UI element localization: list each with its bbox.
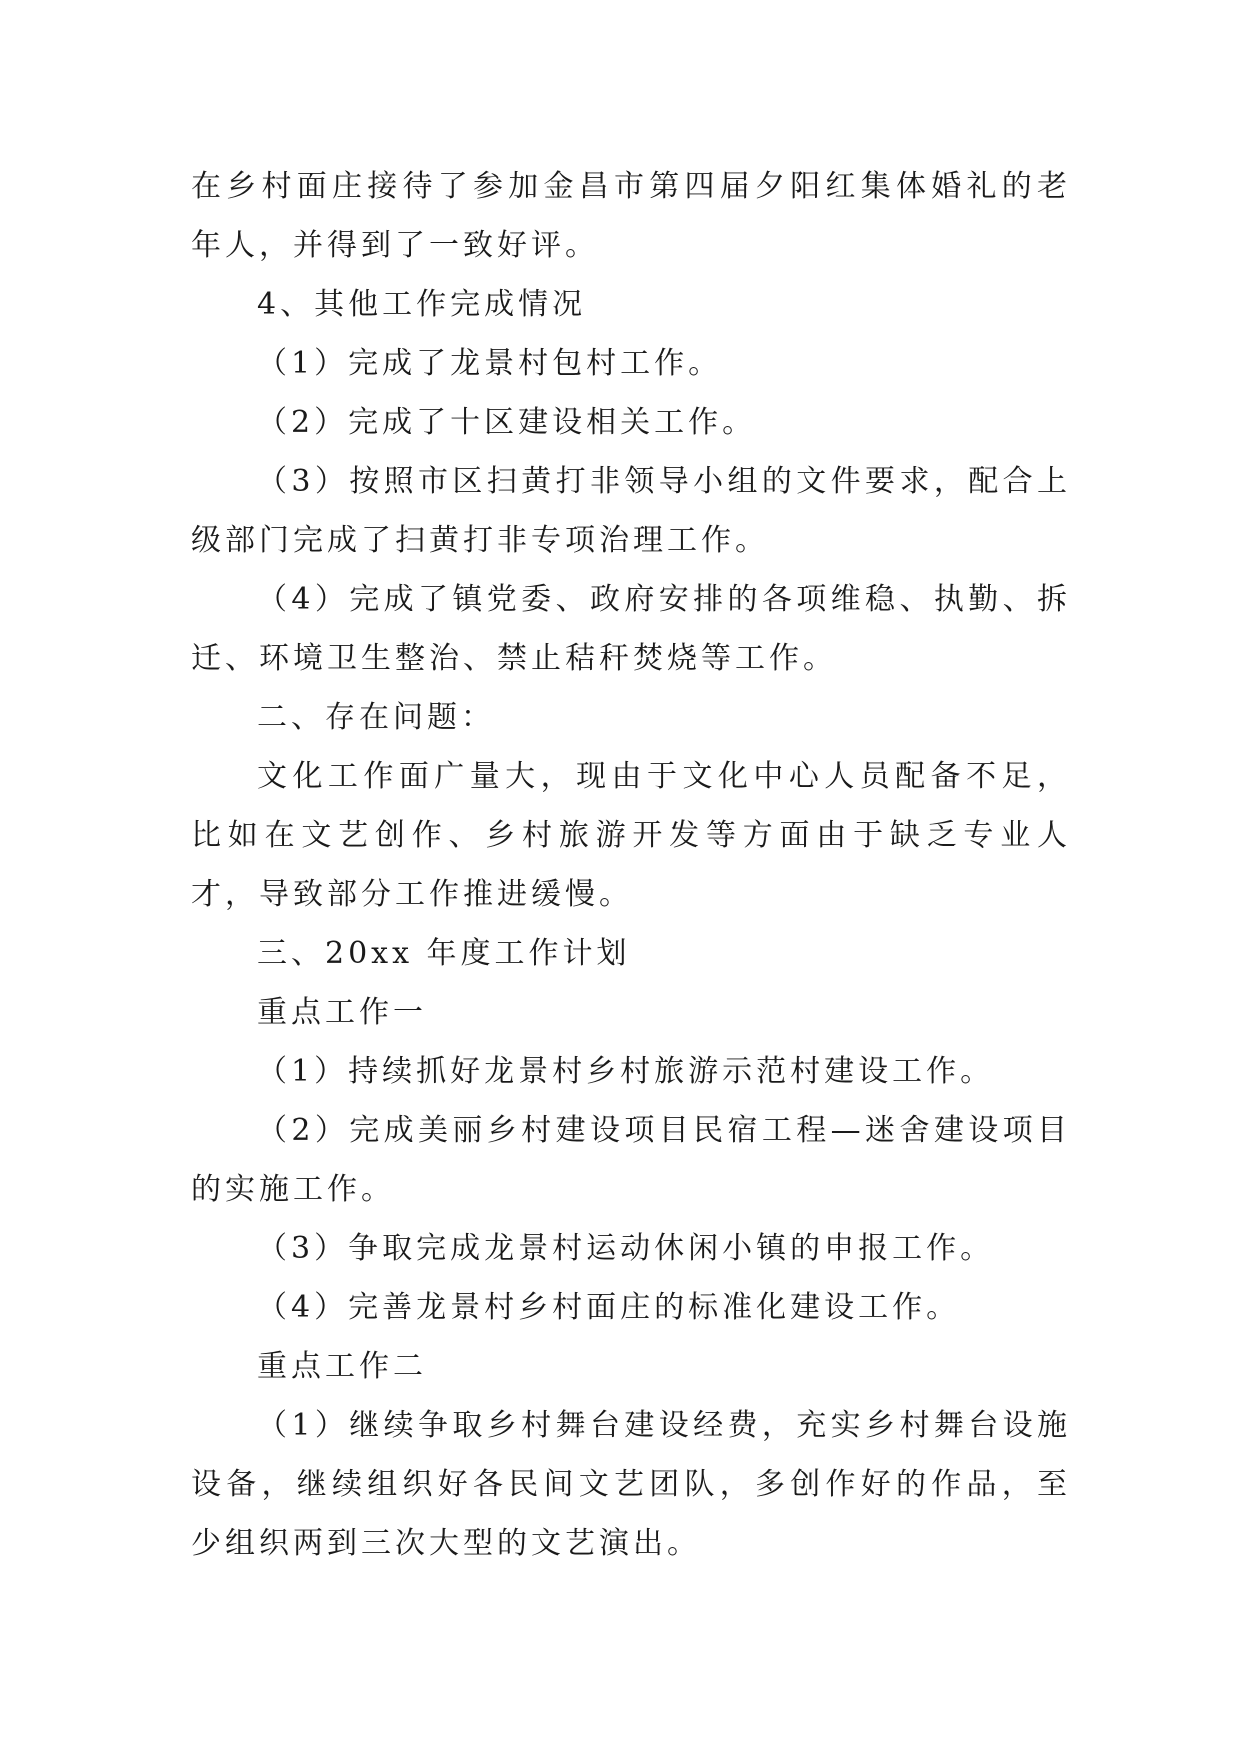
list-item: （1）完成了龙景村包村工作。 (257, 346, 723, 381)
section-heading: 三、20xx 年度工作计划 (257, 936, 631, 971)
section-heading: 4、其他工作完成情况 (257, 287, 587, 322)
list-item: （2）完成美丽乡村建设项目民宿工程—迷舍建设项目的实施工作。 (191, 1113, 1071, 1207)
paragraph: 在乡村面庄接待了参加金昌市第四届夕阳红集体婚礼的老年人，并得到了一致好评。 (191, 169, 1071, 263)
paragraph: 文化工作面广量大，现由于文化中心人员配备不足，比如在文艺创作、乡村旅游开发等方面由于缺乏专业人才，导致部分工作推进缓慢。 (191, 759, 1071, 912)
list-item: （4）完善龙景村乡村面庄的标准化建设工作。 (257, 1290, 961, 1325)
subsection-heading: 重点工作一 (257, 995, 427, 1030)
list-item: （1）持续抓好龙景村乡村旅游示范村建设工作。 (257, 1054, 995, 1089)
section-heading: 二、存在问题： (257, 700, 495, 735)
document-page (191, 157, 1071, 1573)
list-item: （2）完成了十区建设相关工作。 (257, 405, 757, 440)
list-item: （3）按照市区扫黄打非领导小组的文件要求，配合上级部门完成了扫黄打非专项治理工作。 (191, 464, 1071, 558)
list-item: （1）继续争取乡村舞台建设经费，充实乡村舞台设施设备，继续组织好各民间文艺团队，多创作好的作品，至少组织两到三次大型的文艺演出。 (191, 1408, 1071, 1561)
list-item: （4）完成了镇党委、政府安排的各项维稳、执勤、拆迁、环境卫生整治、禁止秸秆焚烧等工作。 (191, 582, 1071, 676)
list-item: （3）争取完成龙景村运动休闲小镇的申报工作。 (257, 1231, 995, 1266)
subsection-heading: 重点工作二 (257, 1349, 427, 1384)
